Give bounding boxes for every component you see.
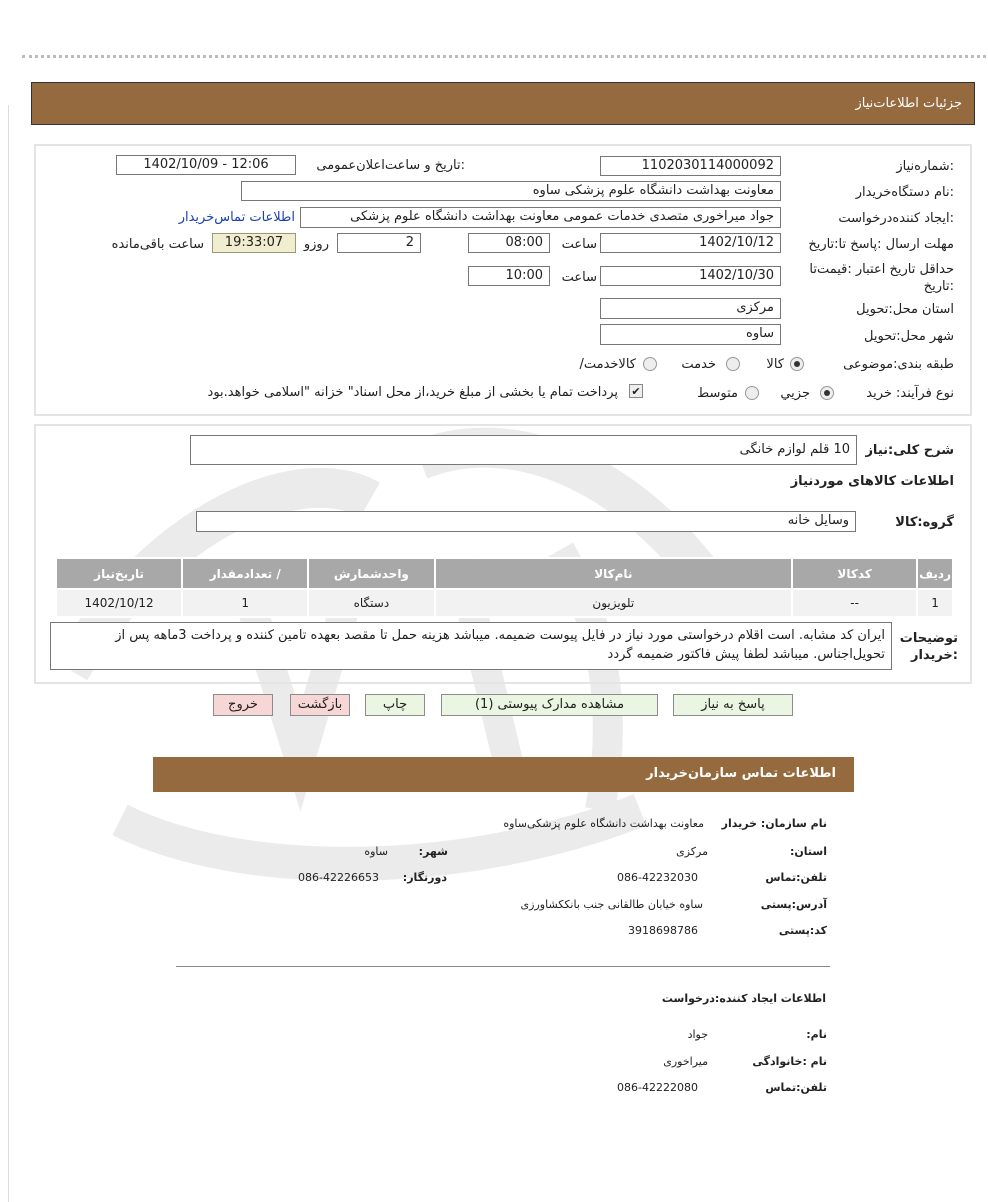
process-label: نوع فرآیند: خرید	[866, 386, 954, 401]
header-title: جزئیات اطلاعات‌نیاز	[855, 96, 962, 111]
cell-row-number: 1	[917, 589, 953, 617]
description-label: شرح کلی:نیاز	[865, 443, 954, 458]
treasury-checkbox[interactable]: ✔	[629, 384, 643, 398]
category-both-radio[interactable]	[643, 357, 657, 371]
col-item-code: کدکالا	[792, 558, 917, 589]
col-row-number: ردیف	[917, 558, 953, 589]
contact-province-label: :استان	[789, 845, 827, 858]
validity-label: حداقل تاریخ اعتبار :قیمت‌تا :تاریخ	[809, 262, 954, 294]
goods-group-field: وسایل خانه	[196, 511, 856, 532]
process-partial-radio[interactable]	[820, 386, 834, 400]
cell-item-code: --	[792, 589, 917, 617]
contact-phone-value: 086-42232030	[617, 871, 698, 884]
announce-field: 1402/10/09 - 12:06	[116, 155, 296, 175]
back-button[interactable]: بازگشت	[290, 694, 350, 716]
view-attachments-button[interactable]: مشاهده مدارک پیوستی (1)	[441, 694, 658, 716]
creator-phone-label: تلفن:تماس	[765, 1081, 827, 1094]
validity-time-label: ساعت	[561, 270, 597, 285]
description-field: 10 قلم لوازم خانگی	[190, 435, 857, 465]
province-label: استان محل:تحویل	[856, 302, 954, 317]
postal-code-label: کد:پستی	[778, 924, 827, 937]
cell-need-date: 1402/10/12	[56, 589, 182, 617]
postal-code-value: 3918698786	[628, 924, 698, 937]
contact-phone-label: تلفن:تماس	[765, 871, 827, 884]
left-border-line	[8, 105, 9, 1202]
city-field: ساوه	[600, 324, 781, 345]
address-value: ساوه خیابان طالقانی جنب بانککشاورزی	[520, 898, 703, 911]
validity-time-field: 10:00	[468, 266, 550, 286]
buyer-org-field: معاونت بهداشت دانشگاه علوم پزشکی ساوه	[241, 181, 781, 201]
creator-name-label: :نام	[806, 1028, 827, 1041]
org-name-label: نام سازمان: خریدار	[721, 817, 827, 830]
category-label: طبقه بندی:موضوعی	[843, 357, 954, 372]
col-need-date: تاریخ‌نیاز	[56, 558, 182, 589]
cell-unit: دستگاه	[308, 589, 434, 617]
buyer-contact-link[interactable]: اطلاعات تماس‌خریدار	[178, 210, 295, 225]
creator-name-value: جواد	[687, 1028, 708, 1041]
category-service-radio[interactable]	[726, 357, 740, 371]
buyer-contact-title: اطلاعات تماس سازمان‌خریدار	[646, 766, 836, 781]
province-field: مرکزی	[600, 298, 781, 319]
category-goods-radio[interactable]	[790, 357, 804, 371]
contact-province-value: مرکزی	[676, 845, 708, 858]
creator-phone-value: 086-42222080	[617, 1081, 698, 1094]
treasury-note: پرداخت تمام یا بخشی از مبلغ خرید،از محل اسناد" خزانه "اسلامی خواهد.بود	[207, 385, 618, 400]
creator-family-label: نام :خانوادگی	[752, 1055, 827, 1068]
deadline-label: مهلت ارسال :پاسخ تا:تاریخ	[808, 237, 954, 252]
org-name-value: معاونت بهداشت دانشگاه علوم پزشکی‌ساوه	[503, 817, 704, 830]
col-quantity: / تعدادمقدار	[182, 558, 308, 589]
process-medium-radio[interactable]	[745, 386, 759, 400]
goods-group-label: گروه:کالا	[895, 515, 954, 530]
creator-family-value: میراخوری	[663, 1055, 708, 1068]
print-button[interactable]: چاپ	[365, 694, 425, 716]
process-partial-label: جزیي	[780, 386, 810, 401]
col-unit: واحدشمارش	[308, 558, 434, 589]
fax-label: :دورنگار	[402, 871, 447, 884]
process-medium-label: متوسط	[697, 386, 738, 401]
remaining-label: ساعت باقی‌مانده	[111, 237, 204, 252]
announce-label: تاریخ و ساعت‌اعلان‌عمومی:	[316, 158, 465, 173]
buyer-notes-label: توضیحات :خریدار	[899, 631, 958, 663]
address-label: آدرس:پستی	[760, 898, 827, 911]
reply-button[interactable]: پاسخ به نیاز	[673, 694, 793, 716]
buyer-notes-field: ایران کد مشابه. است اقلام درخواستی مورد نیاز در فایل پیوست ضمیمه. میباشد هزینه حمل تا مقصد بعهده تامین کننده و پرداخت 3ماهه پس از تحویل‌اجناس. میباشد لطفا پیش فاکتور ضمیمه گردد	[50, 622, 892, 670]
deadline-time-field: 08:00	[468, 233, 550, 253]
category-service-label: خدمت	[681, 357, 716, 372]
deadline-time-label: ساعت	[561, 237, 597, 252]
goods-table	[55, 557, 954, 618]
remaining-time: 19:33:07	[212, 233, 296, 253]
category-goods-label: کالا	[766, 357, 784, 372]
top-dotted-divider	[22, 55, 986, 58]
goods-table-header-row	[56, 558, 953, 589]
contact-city-value: ساوه	[364, 845, 388, 858]
creator-info-title: اطلاعات ایجاد کننده:درخواست	[661, 992, 826, 1005]
contact-city-label: :شهر	[418, 845, 448, 858]
days-label: روزو	[303, 237, 329, 252]
city-label: شهر محل:تحویل	[864, 329, 954, 344]
creator-field: جواد میراخوری متصدی خدمات عمومی معاونت بهداشت دانشگاه علوم پزشکی	[300, 207, 781, 228]
exit-button[interactable]: خروج	[213, 694, 273, 716]
details-header-bar	[31, 82, 975, 125]
buyer-contact-header-bar	[153, 757, 854, 792]
creator-label: ایجاد کننده‌درخواست:	[838, 211, 954, 226]
col-item-name: نام‌کالا	[435, 558, 792, 589]
cell-item-name: تلویزیون	[435, 589, 792, 617]
goods-info-title: اطلاعات کالاهای موردنیاز	[790, 474, 954, 489]
days-field: 2	[337, 233, 421, 253]
cell-quantity: 1	[182, 589, 308, 617]
table-row	[56, 589, 953, 617]
category-both-label: /کالاخدمت	[579, 357, 636, 372]
contact-divider	[176, 966, 830, 967]
buyer-org-label: نام دستگاه‌خریدار:	[855, 185, 954, 200]
validity-date-field: 1402/10/30	[600, 266, 781, 286]
need-number-label: شماره‌نیاز:	[896, 159, 954, 174]
fax-value: 086-42226653	[298, 871, 379, 884]
need-number-field: 1102030114000092	[600, 156, 781, 176]
deadline-date-field: 1402/10/12	[600, 233, 781, 253]
